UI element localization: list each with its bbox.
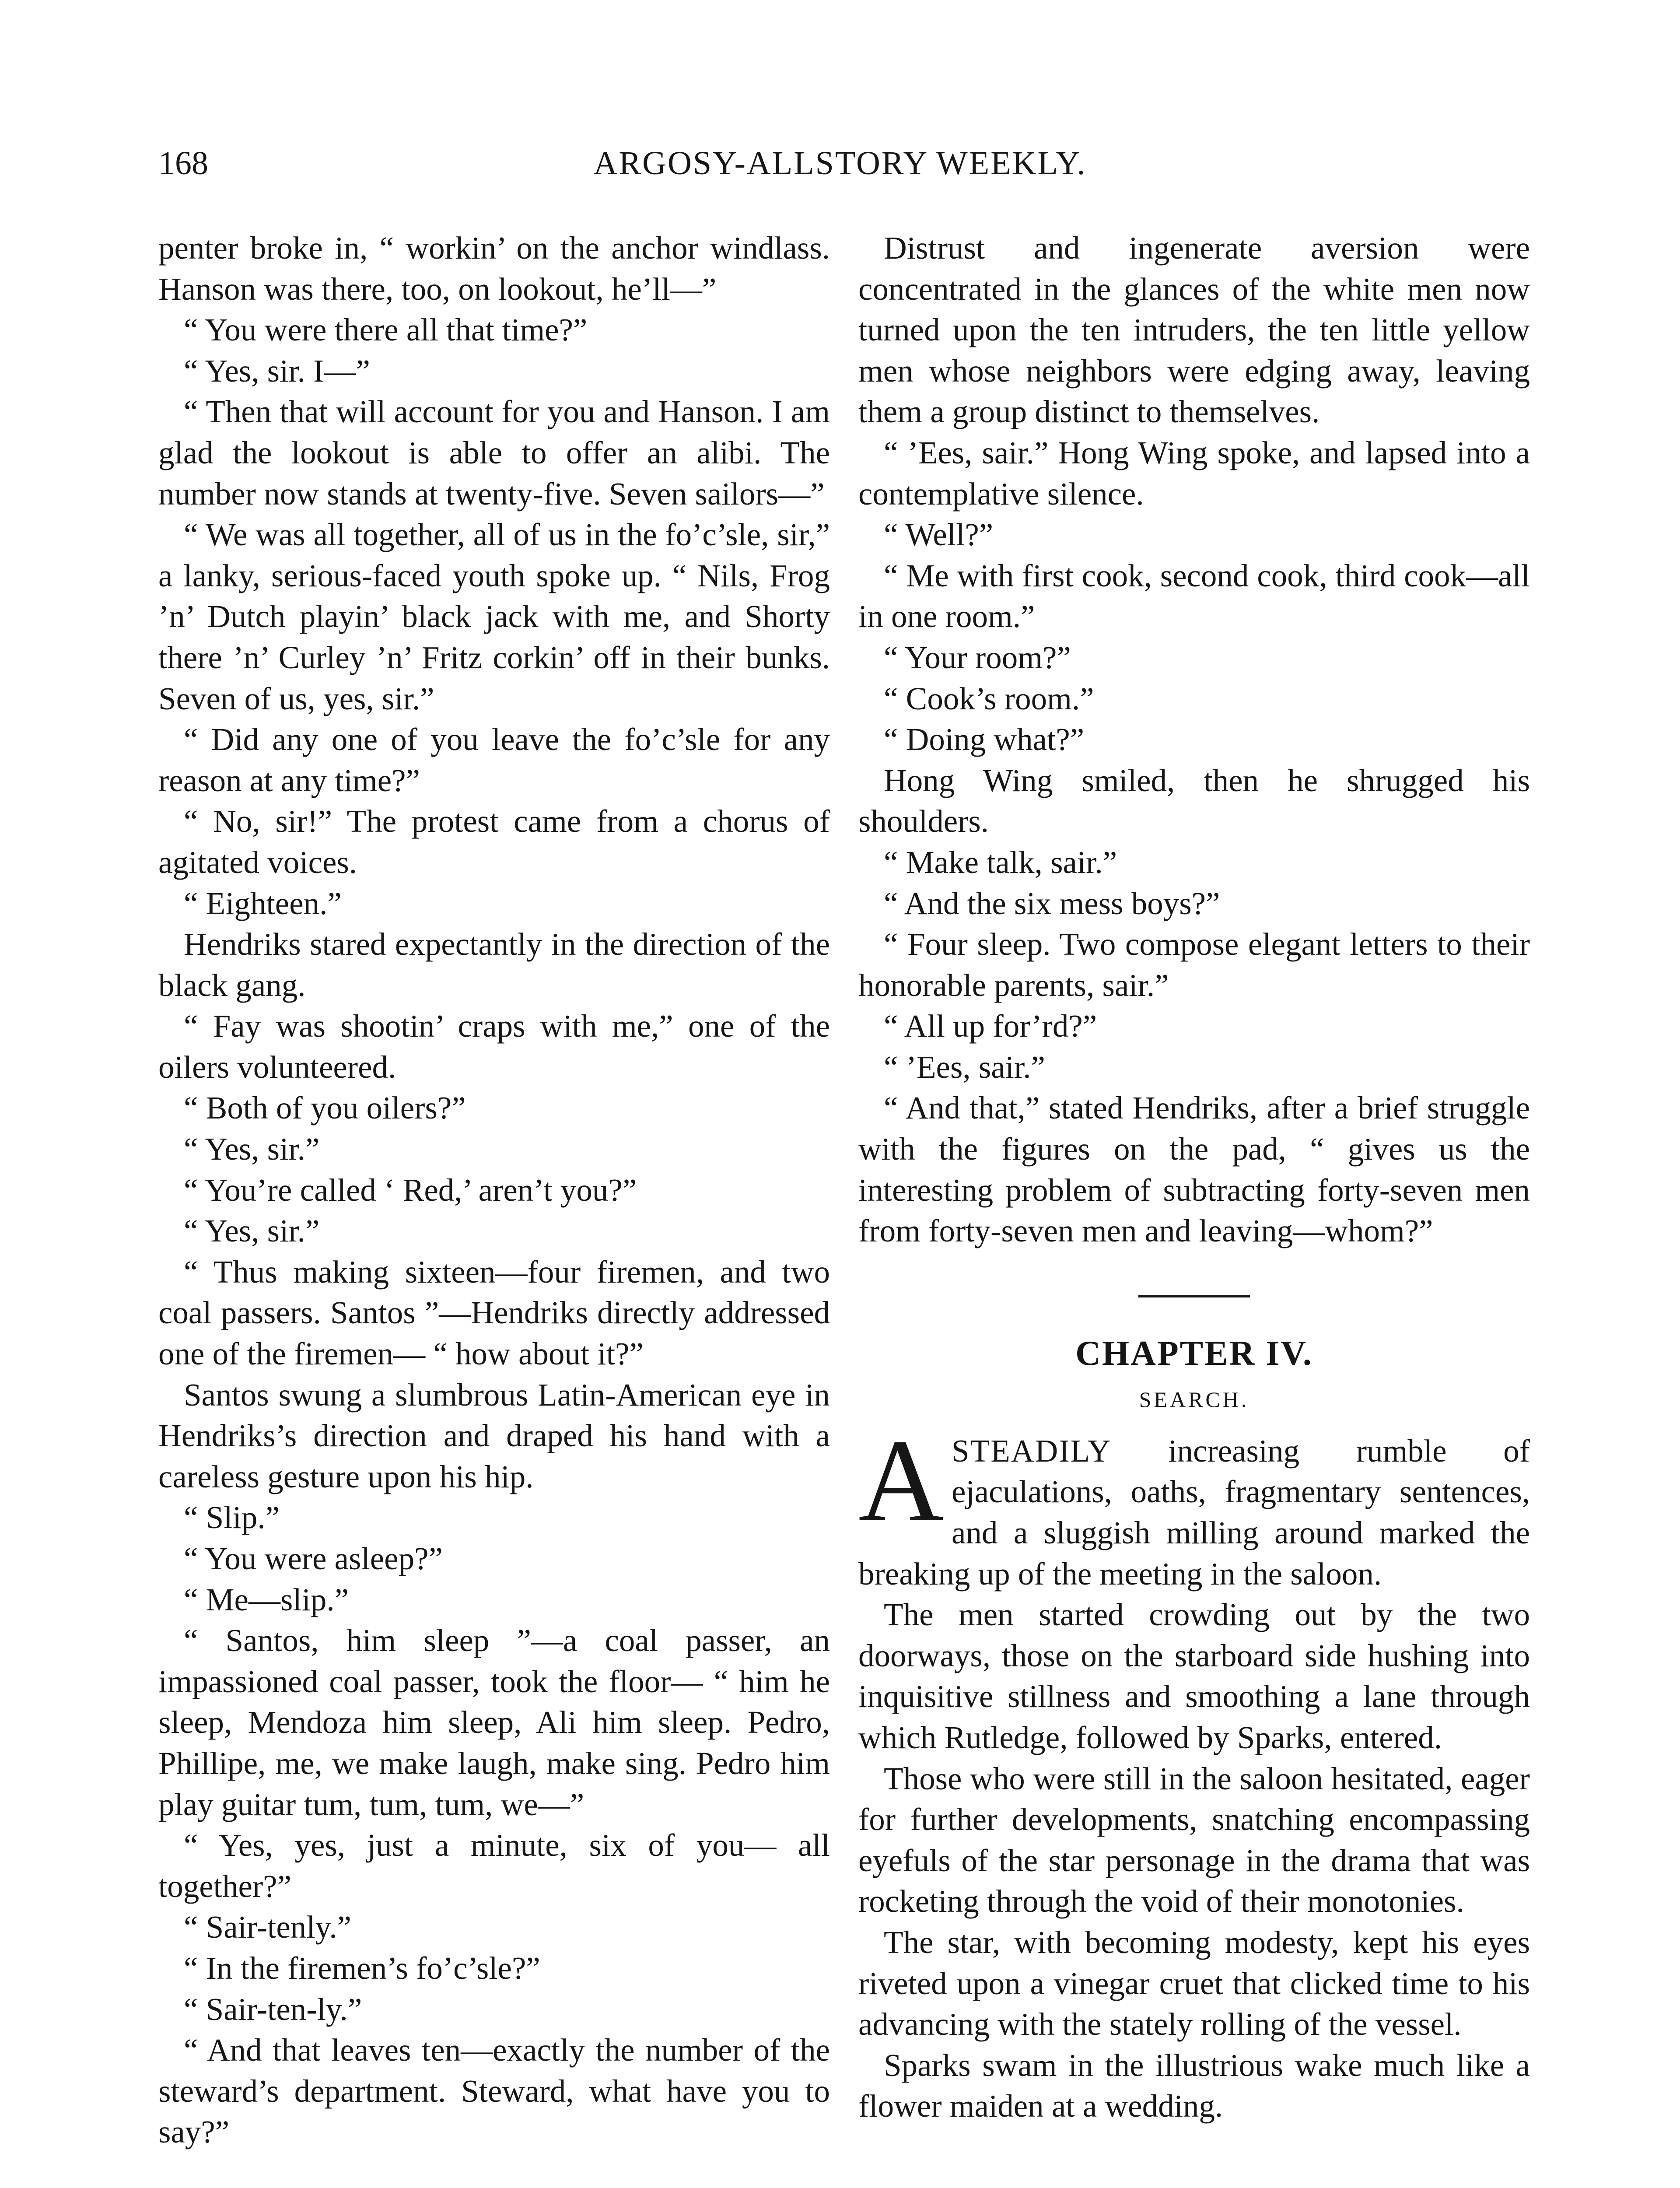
paragraph: Sparks swam in the illustrious wake much like a flower maiden at a wedding. — [858, 2047, 1530, 2124]
paragraph: “ Your room?” — [884, 639, 1071, 675]
paragraph: “ Slip.” — [184, 1500, 280, 1536]
paragraph: “ All up for’rd?” — [884, 1008, 1097, 1044]
paragraph: “ Make talk, sair.” — [884, 844, 1117, 880]
paragraph: “ Eighteen.” — [184, 885, 342, 921]
paragraph: “ No, sir!” The protest came from a chorus of agitated voices. — [158, 803, 830, 880]
section-divider — [1138, 1295, 1250, 1297]
paragraph: Hong Wing smiled, then he shrugged his shoulders. — [858, 762, 1530, 839]
paragraph: “ Sair-tenly.” — [184, 1909, 351, 1945]
paragraph: “ ’Ees, sair.” — [884, 1049, 1045, 1085]
paragraph: “ Fay was shootin’ craps with me,” one of the oilers volunteered. — [158, 1008, 830, 1085]
left-column — [158, 228, 830, 2153]
paragraph: The star, with becoming modesty, kept his eyes riveted upon a vinegar cruet that clicked time to his advancing with the stately rolling of the vessel. — [858, 1924, 1530, 2042]
paragraph: Those who were still in the saloon hesitated, eager for further developments, snatching encompassing eyefuls of the star personage in the drama that was rocketing through the void of their monotonies. — [858, 1760, 1530, 1919]
opening-lead-word: STEADILY — [952, 1433, 1112, 1469]
paragraph: Santos swung a slumbrous Latin-American eye in Hendriks’s direction and draped his hand with a careless gesture upon his hip. — [158, 1377, 830, 1494]
running-title: ARGOSY-ALLSTORY WEEKLY. — [593, 145, 1087, 182]
paragraph: Hendriks stared expectantly in the direction of the black gang. — [158, 926, 830, 1003]
opening-text: increasing rumble of ejaculations, oaths, fragmentary sentences, and a sluggish milling around marked the breaking up of the meeting in the saloon. — [858, 1433, 1530, 1592]
paragraph: “ And that,” stated Hendriks, after a brief struggle with the figures on the pad, “ gives us the interesting problem of subtracting forty-seven men from forty-seven men and leaving—whom?” — [858, 1090, 1530, 1249]
drop-cap: A — [858, 1415, 944, 1546]
right-column — [858, 228, 1530, 2127]
paragraph: “ Well?” — [884, 517, 994, 553]
paragraph: “ You were asleep?” — [184, 1541, 443, 1576]
paragraph: Distrust and ingenerate aversion were concentrated in the glances of the white men now turned upon the ten intruders, the ten little yellow men whose neighbors were edging away, leaving them a group distinct to themselves. — [858, 230, 1530, 430]
paragraph: “ Four sleep. Two compose elegant letters to their honorable parents, sair.” — [858, 926, 1530, 1003]
paragraph: “ Yes, sir. I—” — [184, 353, 370, 389]
paragraph: “ Thus making sixteen—four firemen, and two coal passers. Santos ”—Hendriks directly addressed one of the firemen— “ how about it?” — [158, 1254, 830, 1372]
paragraph: “ ’Ees, sair.” Hong Wing spoke, and lapsed into a contemplative silence. — [858, 435, 1530, 512]
paragraph: The men started crowding out by the two doorways, those on the starboard side hushing into inquisitive stillness and smoothing a lane through which Rutledge, followed by Sparks, entered. — [858, 1597, 1530, 1755]
paragraph: “ Yes, sir.” — [184, 1131, 320, 1167]
chapter-opening-paragraph — [858, 1415, 1530, 1594]
paragraph: “ Me with first cook, second cook, third cook—all in one room.” — [858, 558, 1530, 635]
paragraph: “ Doing what?” — [884, 722, 1085, 757]
paragraph: “ Santos, him sleep ”—a coal passer, an impassioned coal passer, took the floor— “ him he sleep, Mendoza him sleep, Ali him sleep. Pedro, Phillipe, me, we make laugh, make sing. Pedro him play guitar tum, tum, tum, we—” — [158, 1623, 830, 1822]
paragraph: “ And that leaves ten—exactly the number of the steward’s department. Steward, what have you to say?” — [158, 2032, 830, 2150]
page-header — [158, 144, 1522, 188]
paragraph: “ Yes, sir.” — [184, 1213, 320, 1249]
chapter-title: CHAPTER IV. — [1075, 1334, 1313, 1373]
paragraph: “ Both of you oilers?” — [184, 1090, 466, 1126]
paragraph: “ Sair-ten-ly.” — [184, 1991, 362, 2027]
paragraph: “ You were there all that time?” — [184, 312, 588, 348]
paragraph: “ We was all together, all of us in the fo’c’sle, sir,” a lanky, serious-faced youth spoke up. “ Nils, Frog ’n’ Dutch playin’ black jack with me, and Shorty there ’n’ Curley ’n’ Fritz corkin’ off in their bunks. Seven of us, yes, sir.” — [158, 517, 830, 716]
paragraph: “ Me—slip.” — [184, 1581, 349, 1617]
paragraph: “ And the six mess boys?” — [884, 885, 1220, 921]
paragraph: penter broke in, “ workin’ on the anchor windlass. Hanson was there, too, on lookout, he’ll—” — [158, 230, 830, 307]
paragraph: “ Did any one of you leave the fo’c’sle for any reason at any time?” — [158, 722, 830, 798]
page-number: 168 — [158, 145, 208, 182]
paragraph: “ Yes, yes, just a minute, six of you— all together?” — [158, 1827, 830, 1904]
paragraph: “ Then that will account for you and Hanson. I am glad the lookout is able to offer an alibi. The number now stands at twenty-five. Seven sailors—” — [158, 394, 830, 512]
paragraph: “ Cook’s room.” — [884, 680, 1094, 716]
paragraph: “ You’re called ‘ Red,’ aren’t you?” — [184, 1172, 637, 1208]
paragraph: “ In the firemen’s fo’c’sle?” — [184, 1950, 540, 1986]
chapter-subtitle: SEARCH. — [1139, 1387, 1250, 1412]
